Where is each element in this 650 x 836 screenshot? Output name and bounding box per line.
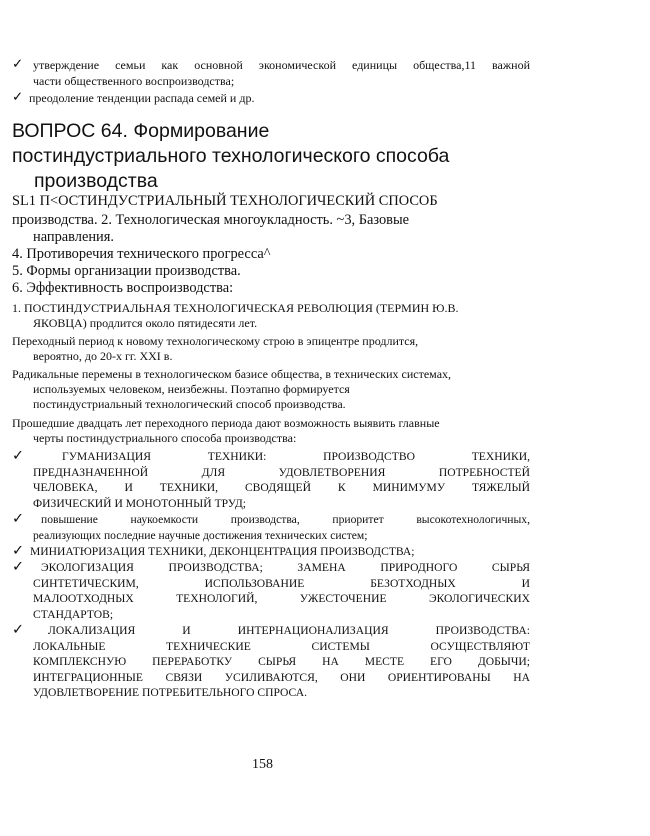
check-mark-icon: ✓ <box>12 511 25 527</box>
feature-item: повышение наукоемкости производства, приоритет высокотехнологичных, реализующих последние научные достижения технических систем; <box>33 513 530 542</box>
section-heading: ВОПРОС 64. Формирование постиндустриального технологического способа производства <box>12 120 450 192</box>
check-mark-icon: ✓ <box>12 90 24 105</box>
feature-item: ЛОКАЛИЗАЦИЯ И ИНТЕРНАЦИОНАЛИЗАЦИЯ ПРОИЗВОДСТВА: ЛОКАЛЬНЫЕ ТЕХНИЧЕСКИЕ СИСТЕМЫ ОСУЩЕСТВЛЯЮТ КОМПЛЕКСНУЮ ПЕРЕРАБОТКУ СЫРЬЯ НА МЕСТЕ ЕГО ДОБЫЧИ; ИНТЕГРАЦИОННЫЕ СВЯЗИ УСИЛИВАЮТСЯ, ОНИ ОРИЕНТИРОВАНЫ НА УДОВЛЕТВОРЕНИЕ ПОТРЕБИТЕЛЬНОГО СПРОСА. <box>33 624 530 700</box>
paragraph: Радикальные перемены в технологическом базисе общества, в технических системах, используемых человеком, неизбежны. Поэтапно формируется постиндустриальный технологический способ производства. <box>12 367 452 411</box>
check-mark-icon: ✓ <box>12 543 25 559</box>
paragraph: 1. ПОСТИНДУСТРИАЛЬНАЯ ТЕХНОЛОГИЧЕСКАЯ РЕВОЛЮЦИЯ (ТЕРМИН Ю.В. ЯКОВЦА) продлится около пятидесяти лет. <box>12 301 459 330</box>
check-mark-icon: ✓ <box>12 622 25 638</box>
paragraph: Прошедшие двадцать лет переходного периода дают возможность выявить главные черты постиндустриального способа производства: <box>12 416 440 445</box>
check-mark-icon: ✓ <box>12 559 25 575</box>
page-number: 158 <box>252 757 273 772</box>
check-mark-icon: ✓ <box>12 448 25 464</box>
list-item: утверждение семьи как основной экономической единицы общества,11 важной <box>33 58 530 72</box>
feature-item: ЭКОЛОГИЗАЦИЯ ПРОИЗВОДСТВА; ЗАМЕНА ПРИРОДНОГО СЫРЬЯ СИНТЕТИЧЕСКИМ, ИСПОЛЬЗОВАНИЕ БЕЗОТХОДНЫХ И МАЛООТХОДНЫХ ТЕХНОЛОГИЙ, УЖЕСТОЧЕНИЕ ЭКОЛОГИЧЕСКИХ СТАНДАРТОВ; <box>33 561 530 621</box>
outline-list: производства. 2. Технологическая многоукладность. ~3, Базовые направления. 4. Противоречия технического прогресса^ 5. Формы организации производства. 6. Эффективность воспроизводства: <box>12 212 410 296</box>
list-item: преодоление тенденции распада семей и др. <box>29 91 255 105</box>
feature-item: ГУМАНИЗАЦИЯ ТЕХНИКИ: ПРОИЗВОДСТВО ТЕХНИКИ, ПРЕДНАЗНАЧЕННОЙ ДЛЯ УДОВЛЕТВОРЕНИЯ ПОТРЕБНОСТЕЙ ЧЕЛОВЕКА, И ТЕХНИКИ, СВОДЯЩЕЙ К МИНИМУМУ ТЯЖЕЛЫЙ ФИЗИЧЕСКИЙ И МОНОТОННЫЙ ТРУД; <box>33 450 530 510</box>
subtitle: SL1 П<ОСТИНДУСТРИАЛЬНЫЙ ТЕХНОЛОГИЧЕСКИЙ СПОСОБ <box>12 193 438 209</box>
feature-item: МИНИАТЮРИЗАЦИЯ ТЕХНИКИ, ДЕКОНЦЕНТРАЦИЯ ПРОИЗВОДСТВА; <box>30 545 415 558</box>
list-item-continuation: части общественного воспроизводства; <box>33 74 235 88</box>
check-mark-icon: ✓ <box>12 57 24 72</box>
paragraph: Переходный период к новому технологическому строю в эпицентре продлится, вероятно, до 20-х гг. XXI в. <box>12 334 419 363</box>
